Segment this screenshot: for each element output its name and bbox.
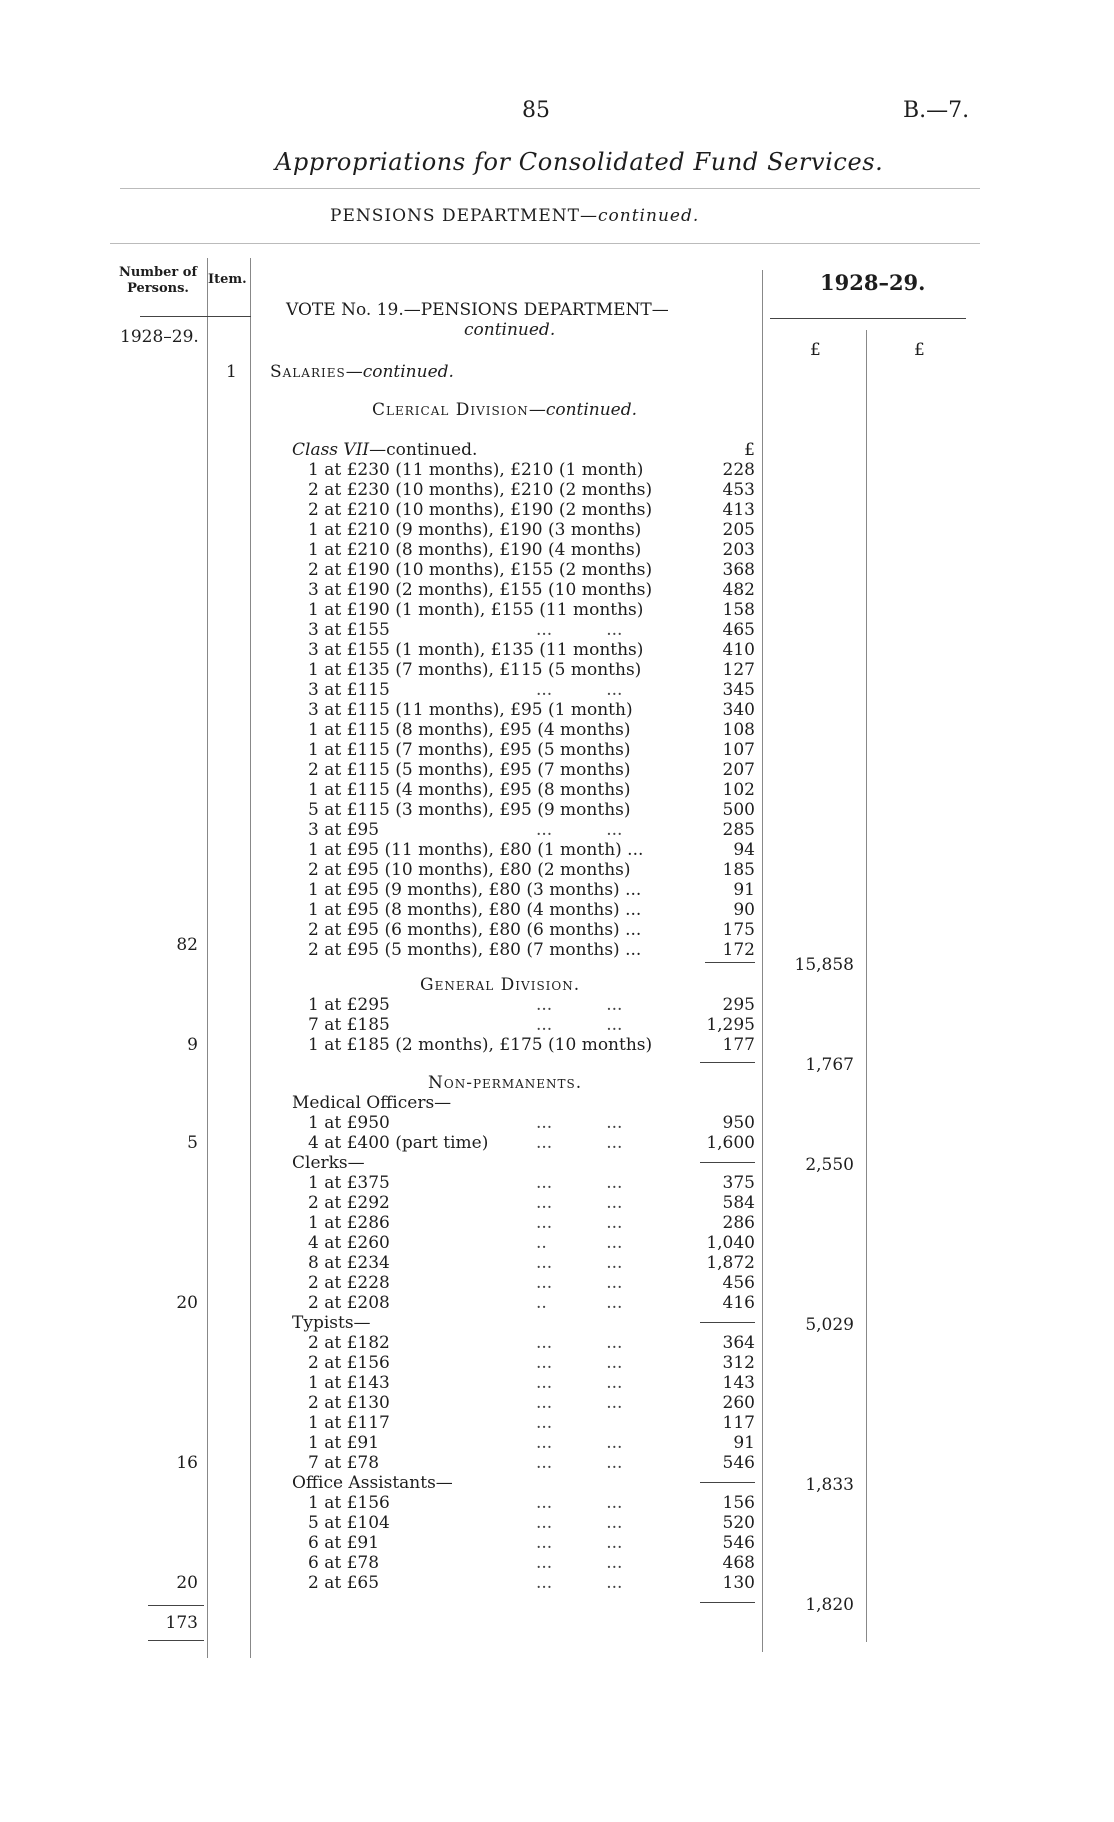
- typists-heading: Typists—: [292, 1313, 371, 1333]
- clerical-division-suffix: —continued.: [528, 400, 638, 420]
- ledger-row-amount: 584: [722, 1193, 755, 1213]
- ledger-row-amount: 364: [722, 1333, 755, 1353]
- ledger-row-amount: 130: [722, 1573, 755, 1593]
- ledger-row-amount: 546: [722, 1453, 755, 1473]
- class-heading: [292, 440, 477, 460]
- ledger-row-amount: 203: [722, 540, 755, 560]
- ledger-row-amount: 143: [722, 1373, 755, 1393]
- number-of-persons-header: Number of Persons.: [118, 265, 198, 296]
- year-left-header: 1928–29.: [120, 327, 199, 347]
- column-rule-item: [250, 258, 251, 1658]
- leader-dots: ... ...: [536, 1453, 623, 1473]
- ledger-row-text: 3 at £155 (1 month), £135 (11 months): [308, 640, 644, 660]
- ledger-row-amount: 94: [733, 840, 755, 860]
- ledger-row-text: 4 at £260: [308, 1233, 390, 1253]
- leader-dots: ... ...: [536, 1015, 623, 1035]
- ledger-row-text: 1 at £117: [308, 1413, 390, 1433]
- ledger-row-text: 1 at £91: [308, 1433, 380, 1453]
- medical-persons: 5: [187, 1133, 198, 1153]
- ledger-row-text: 1 at £230 (11 months), £210 (1 month): [308, 460, 644, 480]
- ledger-row-amount: 90: [733, 900, 755, 920]
- ledger-row-amount: 413: [722, 500, 755, 520]
- general-total: 1,767: [805, 1055, 854, 1075]
- leader-dots: ... ...: [536, 1573, 623, 1593]
- ledger-row-amount: 416: [722, 1293, 755, 1313]
- ledger-row-amount: 312: [722, 1353, 755, 1373]
- leader-dots: ... ...: [536, 1513, 623, 1533]
- leader-dots: ... ...: [536, 1113, 623, 1133]
- ledger-row-text: 3 at £115: [308, 680, 390, 700]
- ledger-row-amount: 205: [722, 520, 755, 540]
- ledger-row-amount: 950: [722, 1113, 755, 1133]
- leader-dots: ... ...: [536, 1533, 623, 1553]
- ledger-row-text: 1 at £95 (9 months), £80 (3 months) ...: [308, 880, 642, 900]
- grand-total-persons: 173: [165, 1613, 198, 1633]
- class-pound-sign: £: [744, 440, 755, 460]
- department-suffix: —continued.: [580, 206, 700, 226]
- ledger-row-amount: 107: [722, 740, 755, 760]
- vote-heading: VOTE No. 19.—PENSIONS DEPARTMENT—: [286, 300, 669, 320]
- leader-dots: ... ...: [536, 1373, 623, 1393]
- persons-total-rule-bottom: [148, 1640, 204, 1641]
- leader-dots: ... ...: [536, 1353, 623, 1373]
- clerical-division-heading: [372, 400, 637, 420]
- general-subtotal-rule: [700, 1062, 755, 1063]
- ledger-row-text: 7 at £185: [308, 1015, 390, 1035]
- class-suffix: —continued.: [369, 440, 478, 460]
- ledger-row-text: 1 at £95 (11 months), £80 (1 month) ...: [308, 840, 644, 860]
- leader-dots: ... ...: [536, 620, 623, 640]
- ledger-row-amount: 500: [722, 800, 755, 820]
- clerks-heading: Clerks—: [292, 1153, 365, 1173]
- general-persons: 9: [187, 1035, 198, 1055]
- leader-dots: ... ...: [536, 1273, 623, 1293]
- salaries-suffix: —continued.: [345, 362, 454, 382]
- ledger-row-text: 1 at £156: [308, 1493, 390, 1513]
- ledger-row-text: 1 at £286: [308, 1213, 390, 1233]
- department-name: PENSIONS DEPARTMENT: [330, 206, 581, 226]
- ledger-row-text: 1 at £115 (8 months), £95 (4 months): [308, 720, 631, 740]
- ledger-row-amount: 1,872: [706, 1253, 755, 1273]
- title-rule: [120, 188, 980, 189]
- ledger-row-text: 1 at £190 (1 month), £155 (11 months): [308, 600, 644, 620]
- vote-heading-continued: continued.: [464, 320, 556, 340]
- typists-total: 1,833: [805, 1475, 854, 1495]
- leader-dots: ... ...: [536, 1393, 623, 1413]
- ledger-row-text: 2 at £95 (10 months), £80 (2 months): [308, 860, 631, 880]
- ledger-row-text: 7 at £78: [308, 1453, 380, 1473]
- ledger-row-text: 2 at £292: [308, 1193, 390, 1213]
- column-rule-persons: [207, 258, 208, 1658]
- clerks-total: 5,029: [805, 1315, 854, 1335]
- item-header-rule: [207, 316, 251, 317]
- leader-dots: ...: [536, 1413, 553, 1433]
- leader-dots: ... ...: [536, 1433, 623, 1453]
- leader-dots: ... ...: [536, 1213, 623, 1233]
- ledger-row-amount: 285: [722, 820, 755, 840]
- ledger-row-text: 2 at £115 (5 months), £95 (7 months): [308, 760, 631, 780]
- ledger-row-text: 4 at £400 (part time): [308, 1133, 489, 1153]
- ledger-row-amount: 91: [733, 880, 755, 900]
- page-title: Appropriations for Consolidated Fund Services.: [275, 148, 884, 176]
- clerks-persons: 20: [176, 1293, 198, 1313]
- pound-column-1: £: [810, 340, 821, 360]
- page-number: 85: [522, 98, 550, 123]
- ledger-row-amount: 410: [722, 640, 755, 660]
- ledger-row-amount: 127: [722, 660, 755, 680]
- office-assistants-heading: Office Assistants—: [292, 1473, 453, 1493]
- ledger-row-amount: 185: [722, 860, 755, 880]
- ledger-row-amount: 468: [722, 1553, 755, 1573]
- ledger-row-text: 1 at £210 (9 months), £190 (3 months): [308, 520, 642, 540]
- ledger-row-amount: 286: [722, 1213, 755, 1233]
- clerks-subtotal-rule: [700, 1322, 755, 1323]
- year-right-rule: [770, 318, 966, 319]
- ledger-row-amount: 345: [722, 680, 755, 700]
- clerical-total: 15,858: [794, 955, 854, 975]
- typists-subtotal-rule: [700, 1482, 755, 1483]
- ledger-row-text: 2 at £95 (5 months), £80 (7 months) ...: [308, 940, 642, 960]
- ledger-row-text: 2 at £156: [308, 1353, 390, 1373]
- ledger-row-text: 1 at £295: [308, 995, 390, 1015]
- ledger-row-text: 1 at £95 (8 months), £80 (4 months) ...: [308, 900, 642, 920]
- ledger-row-amount: 102: [722, 780, 755, 800]
- office-subtotal-rule: [700, 1602, 755, 1603]
- ledger-row-text: 1 at £185 (2 months), £175 (10 months): [308, 1035, 653, 1055]
- year-right-header: 1928–29.: [820, 270, 926, 295]
- ledger-row-amount: 295: [722, 995, 755, 1015]
- ledger-row-amount: 456: [722, 1273, 755, 1293]
- ledger-row-amount: 1,040: [706, 1233, 755, 1253]
- ledger-row-amount: 177: [722, 1035, 755, 1055]
- ledger-row-text: 2 at £65: [308, 1573, 380, 1593]
- ledger-row-amount: 207: [722, 760, 755, 780]
- office-total: 1,820: [805, 1595, 854, 1615]
- general-division-heading: General Division.: [420, 975, 581, 995]
- ledger-row-text: 2 at £228: [308, 1273, 390, 1293]
- leader-dots: ... ...: [536, 820, 623, 840]
- ledger-row-amount: 1,600: [706, 1133, 755, 1153]
- ledger-row-text: 2 at £208: [308, 1293, 390, 1313]
- medical-officers-heading: Medical Officers—: [292, 1093, 452, 1113]
- ledger-row-text: 1 at £115 (4 months), £95 (8 months): [308, 780, 631, 800]
- ledger-row-amount: 375: [722, 1173, 755, 1193]
- column-rule-total: [866, 330, 867, 1642]
- column-rule-amount: [762, 270, 763, 1652]
- leader-dots: .. ...: [536, 1233, 623, 1253]
- ledger-row-text: 2 at £190 (10 months), £155 (2 months): [308, 560, 653, 580]
- persons-total-rule-top: [148, 1605, 204, 1606]
- item-header: Item.: [208, 272, 247, 287]
- ledger-row-text: 5 at £115 (3 months), £95 (9 months): [308, 800, 631, 820]
- ledger-row-text: 8 at £234: [308, 1253, 390, 1273]
- ledger-row-amount: 156: [722, 1493, 755, 1513]
- clerical-division-label: Clerical Division: [372, 400, 529, 420]
- header-rule: [110, 243, 980, 244]
- ledger-row-amount: 172: [722, 940, 755, 960]
- leader-dots: ... ...: [536, 1173, 623, 1193]
- ledger-row-text: 6 at £91: [308, 1533, 380, 1553]
- medical-total: 2,550: [805, 1155, 854, 1175]
- medical-subtotal-rule: [700, 1162, 755, 1163]
- ledger-row-text: 1 at £143: [308, 1373, 390, 1393]
- department-heading: [330, 206, 699, 226]
- ledger-row-text: 1 at £950: [308, 1113, 390, 1133]
- ledger-row-amount: 1,295: [706, 1015, 755, 1035]
- ledger-row-amount: 158: [722, 600, 755, 620]
- leader-dots: ... ...: [536, 1193, 623, 1213]
- ledger-row-text: 3 at £190 (2 months), £155 (10 months): [308, 580, 653, 600]
- leader-dots: ... ...: [536, 1553, 623, 1573]
- office-persons: 20: [176, 1573, 198, 1593]
- ledger-row-amount: 546: [722, 1533, 755, 1553]
- ledger-row-amount: 117: [722, 1413, 755, 1433]
- salaries-heading: [270, 362, 454, 382]
- leader-dots: ... ...: [536, 1253, 623, 1273]
- ledger-row-amount: 108: [722, 720, 755, 740]
- ledger-row-text: 3 at £95: [308, 820, 380, 840]
- ledger-row-amount: 482: [722, 580, 755, 600]
- ledger-row-amount: 228: [722, 460, 755, 480]
- nonpermanents-heading: Non-permanents.: [428, 1073, 583, 1093]
- class-label: Class VII: [292, 440, 370, 460]
- ledger-row-text: 5 at £104: [308, 1513, 390, 1533]
- ledger-row-text: 2 at £130: [308, 1393, 390, 1413]
- ledger-row-amount: 520: [722, 1513, 755, 1533]
- typists-persons: 16: [176, 1453, 198, 1473]
- ledger-row-text: 1 at £210 (8 months), £190 (4 months): [308, 540, 642, 560]
- ledger-row-text: 2 at £210 (10 months), £190 (2 months): [308, 500, 653, 520]
- ledger-row-amount: 175: [722, 920, 755, 940]
- leader-dots: ... ...: [536, 995, 623, 1015]
- pound-column-2: £: [914, 340, 925, 360]
- ledger-row-text: 3 at £155: [308, 620, 390, 640]
- ledger-row-text: 2 at £95 (6 months), £80 (6 months) ...: [308, 920, 642, 940]
- item-number: 1: [226, 362, 237, 382]
- leader-dots: ... ...: [536, 1133, 623, 1153]
- leader-dots: ... ...: [536, 1333, 623, 1353]
- leader-dots: ... ...: [536, 680, 623, 700]
- ledger-row-text: 1 at £115 (7 months), £95 (5 months): [308, 740, 631, 760]
- leader-dots: ... ...: [536, 1493, 623, 1513]
- salaries-label: Salaries: [270, 362, 346, 382]
- ledger-row-text: 6 at £78: [308, 1553, 380, 1573]
- ledger-row-amount: 453: [722, 480, 755, 500]
- ledger-row-text: 2 at £182: [308, 1333, 390, 1353]
- ledger-row-text: 1 at £375: [308, 1173, 390, 1193]
- page-reference: B.—7.: [903, 98, 970, 123]
- ledger-row-amount: 465: [722, 620, 755, 640]
- ledger-row-text: 1 at £135 (7 months), £115 (5 months): [308, 660, 642, 680]
- ledger-row-amount: 340: [722, 700, 755, 720]
- ledger-row-amount: 91: [733, 1433, 755, 1453]
- ledger-row-amount: 368: [722, 560, 755, 580]
- ledger-row-amount: 260: [722, 1393, 755, 1413]
- ledger-row-text: 3 at £115 (11 months), £95 (1 month): [308, 700, 633, 720]
- clerical-subtotal-rule: [705, 962, 755, 963]
- ledger-row-text: 2 at £230 (10 months), £210 (2 months): [308, 480, 653, 500]
- leader-dots: .. ...: [536, 1293, 623, 1313]
- clerical-persons: 82: [176, 935, 198, 955]
